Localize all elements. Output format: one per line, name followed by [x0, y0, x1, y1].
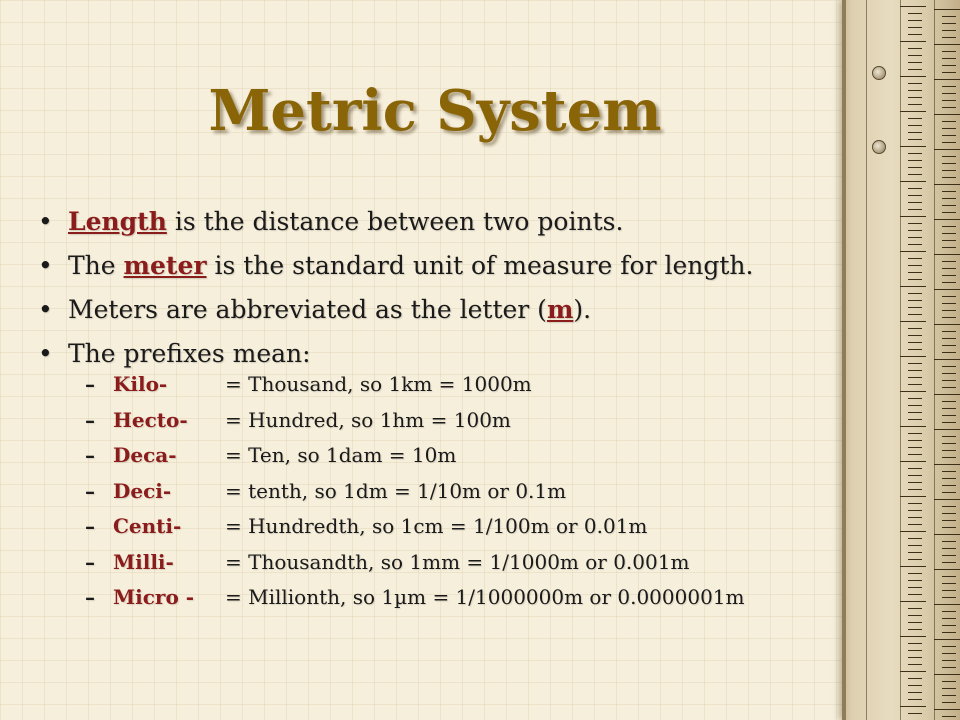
ruler-tick: [934, 429, 960, 430]
screw-icon: [872, 140, 886, 154]
bullet-abbreviation: [36, 288, 753, 332]
ruler-tick: [908, 377, 922, 378]
ruler-tick: [908, 62, 922, 63]
prefix-definition: = Hundred, so 1hm = 100m: [225, 407, 511, 432]
ruler-tick: [908, 237, 922, 238]
ruler-tick: [908, 307, 922, 308]
ruler-edge: [842, 0, 846, 720]
ruler-tick: [908, 125, 922, 126]
bullet-text: Meters are abbreviated as the letter (: [68, 295, 547, 324]
prefix-definition: = Millionth, so 1µm = 1/1000000m or 0.0000001m: [225, 585, 745, 609]
ruler-tick: [908, 643, 922, 644]
ruler-tick: [908, 580, 922, 581]
ruler-tick: [900, 636, 926, 637]
ruler-tick: [908, 468, 922, 469]
ruler-tick: [942, 387, 956, 388]
ruler-tick: [908, 412, 922, 413]
prefix-definition: = Thousand, so 1km = 1000m: [225, 372, 532, 396]
ruler-tick: [942, 37, 956, 38]
prefix-name: Hecto-: [113, 407, 188, 432]
ruler-tick: [942, 548, 956, 549]
ruler-tick: [908, 447, 922, 448]
ruler-tick: [942, 373, 956, 374]
ruler-tick: [900, 671, 926, 672]
ruler-line: [900, 0, 901, 720]
bullet-dot-icon: •: [38, 251, 53, 280]
ruler-tick: [934, 499, 960, 500]
ruler-tick: [942, 100, 956, 101]
ruler-tick: [942, 212, 956, 213]
ruler-tick: [908, 475, 922, 476]
ruler-tick: [942, 653, 956, 654]
ruler-tick: [908, 300, 922, 301]
ruler-tick: [942, 401, 956, 402]
ruler-tick: [908, 363, 922, 364]
bullet-dot-icon: •: [38, 207, 53, 236]
ruler-decoration: [842, 0, 960, 720]
ruler-tick: [900, 76, 926, 77]
ruler-tick: [942, 702, 956, 703]
dash-icon: –: [85, 514, 95, 538]
ruler-tick: [934, 44, 960, 45]
ruler-tick: [934, 289, 960, 290]
ruler-tick: [942, 576, 956, 577]
ruler-tick: [942, 555, 956, 556]
ruler-tick: [900, 531, 926, 532]
ruler-tick: [942, 660, 956, 661]
prefix-definition: = Ten, so 1dam = 10m: [225, 443, 457, 467]
ruler-tick: [908, 48, 922, 49]
ruler-tick: [942, 492, 956, 493]
ruler-tick: [942, 72, 956, 73]
ruler-tick: [908, 104, 922, 105]
ruler-tick: [900, 426, 926, 427]
ruler-tick: [942, 471, 956, 472]
ruler-tick: [942, 611, 956, 612]
ruler-tick: [942, 688, 956, 689]
ruler-tick: [942, 583, 956, 584]
ruler-tick: [900, 146, 926, 147]
ruler-tick: [942, 23, 956, 24]
ruler-tick: [908, 160, 922, 161]
ruler-tick: [908, 153, 922, 154]
ruler-tick: [908, 97, 922, 98]
ruler-tick: [908, 265, 922, 266]
ruler-tick: [942, 205, 956, 206]
ruler-tick: [942, 408, 956, 409]
ruler-tick: [908, 622, 922, 623]
ruler-tick: [908, 398, 922, 399]
ruler-tick: [942, 107, 956, 108]
ruler-tick: [942, 156, 956, 157]
ruler-tick: [900, 6, 926, 7]
ruler-tick: [900, 216, 926, 217]
ruler-tick: [908, 517, 922, 518]
ruler-tick: [942, 681, 956, 682]
ruler-tick: [908, 594, 922, 595]
ruler-tick: [942, 422, 956, 423]
ruler-tick: [908, 510, 922, 511]
ruler-tick: [942, 317, 956, 318]
ruler-tick: [934, 394, 960, 395]
ruler-tick: [908, 83, 922, 84]
ruler-tick: [908, 244, 922, 245]
ruler-tick: [908, 384, 922, 385]
ruler-tick: [942, 695, 956, 696]
ruler-tick: [942, 296, 956, 297]
ruler-tick: [908, 419, 922, 420]
ruler-tick: [942, 541, 956, 542]
ruler-tick: [942, 527, 956, 528]
ruler-tick: [908, 55, 922, 56]
ruler-tick: [908, 489, 922, 490]
ruler-tick: [908, 209, 922, 210]
bullet-length: [36, 200, 753, 244]
ruler-tick: [908, 503, 922, 504]
ruler-tick: [942, 310, 956, 311]
ruler-tick: [934, 9, 960, 10]
ruler-tick: [934, 709, 960, 710]
keyword-m: m: [546, 295, 574, 324]
keyword-length: Length: [68, 207, 167, 236]
ruler-tick: [908, 279, 922, 280]
bullet-meter: [36, 244, 753, 288]
slide-title: Metric System: [208, 78, 662, 144]
ruler-tick: [908, 524, 922, 525]
ruler-tick: [900, 461, 926, 462]
ruler-tick: [934, 79, 960, 80]
ruler-tick: [908, 657, 922, 658]
ruler-tick: [934, 219, 960, 220]
prefix-name: Deca-: [113, 443, 177, 467]
ruler-tick: [942, 51, 956, 52]
ruler-tick: [942, 303, 956, 304]
ruler-tick: [908, 223, 922, 224]
ruler-tick: [942, 562, 956, 563]
ruler-tick: [908, 615, 922, 616]
ruler-tick: [900, 181, 926, 182]
dash-icon: –: [85, 585, 95, 609]
ruler-tick: [908, 685, 922, 686]
ruler-tick: [942, 625, 956, 626]
ruler-tick: [908, 713, 922, 714]
ruler-tick: [942, 485, 956, 486]
ruler-tick: [900, 496, 926, 497]
ruler-tick: [942, 716, 956, 717]
ruler-tick: [908, 258, 922, 259]
ruler-tick: [942, 135, 956, 136]
dash-icon: –: [85, 478, 95, 503]
prefix-name: Micro -: [113, 585, 195, 609]
ruler-tick: [942, 436, 956, 437]
ruler-tick: [942, 331, 956, 332]
ruler-tick: [942, 352, 956, 353]
ruler-tick: [942, 170, 956, 171]
ruler-tick: [908, 202, 922, 203]
ruler-tick: [908, 69, 922, 70]
ruler-tick: [934, 534, 960, 535]
ruler-tick: [942, 443, 956, 444]
ruler-tick: [942, 667, 956, 668]
ruler-tick: [908, 174, 922, 175]
ruler-tick: [942, 226, 956, 227]
ruler-tick: [942, 478, 956, 479]
ruler-tick: [908, 482, 922, 483]
ruler-tick: [908, 559, 922, 560]
ruler-tick: [900, 566, 926, 567]
bullet-text: is the distance between two points.: [166, 207, 624, 236]
ruler-tick: [942, 177, 956, 178]
ruler-tick: [908, 587, 922, 588]
ruler-tick: [942, 632, 956, 633]
ruler-tick: [934, 184, 960, 185]
ruler-tick: [942, 128, 956, 129]
prefix-definition: = Hundredth, so 1cm = 1/100m or 0.01m: [225, 514, 648, 538]
bullet-list: [36, 200, 753, 376]
ruler-tick: [908, 118, 922, 119]
bullet-text: The: [68, 251, 124, 280]
ruler-tick: [908, 678, 922, 679]
ruler-tick: [908, 27, 922, 28]
ruler-tick: [900, 391, 926, 392]
dash-icon: –: [85, 549, 95, 574]
ruler-tick: [908, 139, 922, 140]
ruler-tick: [934, 149, 960, 150]
ruler-tick: [942, 618, 956, 619]
ruler-tick: [942, 345, 956, 346]
ruler-tick: [908, 552, 922, 553]
ruler-tick: [942, 240, 956, 241]
ruler-tick: [908, 545, 922, 546]
prefix-definition: = tenth, so 1dm = 1/10m or 0.1m: [225, 478, 567, 503]
ruler-tick: [908, 440, 922, 441]
ruler-tick: [942, 513, 956, 514]
ruler-tick: [942, 30, 956, 31]
ruler-tick: [934, 324, 960, 325]
bullet-dot-icon: •: [38, 295, 53, 324]
ruler-tick: [908, 692, 922, 693]
bullet-text: ).: [573, 295, 592, 324]
ruler-tick: [908, 342, 922, 343]
ruler-tick: [908, 699, 922, 700]
ruler-tick: [934, 674, 960, 675]
keyword-meter: meter: [123, 251, 207, 280]
ruler-tick: [942, 86, 956, 87]
prefix-name: Milli-: [113, 549, 174, 574]
ruler-tick: [908, 188, 922, 189]
ruler-tick: [908, 573, 922, 574]
ruler-tick: [942, 121, 956, 122]
ruler-tick: [908, 195, 922, 196]
ruler-tick: [908, 349, 922, 350]
ruler-tick: [908, 167, 922, 168]
ruler-tick: [942, 275, 956, 276]
ruler-tick: [942, 597, 956, 598]
ruler-tick: [900, 321, 926, 322]
ruler-tick: [900, 601, 926, 602]
ruler-tick: [942, 268, 956, 269]
ruler-tick: [934, 569, 960, 570]
ruler-tick: [934, 359, 960, 360]
ruler-tick: [942, 380, 956, 381]
ruler-tick: [942, 58, 956, 59]
ruler-tick: [942, 450, 956, 451]
ruler-tick: [908, 454, 922, 455]
ruler-tick: [908, 629, 922, 630]
ruler-tick: [942, 457, 956, 458]
ruler-tick: [900, 706, 926, 707]
ruler-line: [934, 0, 935, 720]
ruler-tick: [942, 366, 956, 367]
prefix-name: Kilo-: [113, 372, 168, 396]
ruler-tick: [942, 191, 956, 192]
prefix-name: Centi-: [113, 514, 182, 538]
ruler-tick: [942, 282, 956, 283]
ruler-tick: [934, 639, 960, 640]
dash-icon: –: [85, 407, 95, 432]
ruler-tick: [900, 251, 926, 252]
ruler-tick: [942, 646, 956, 647]
ruler-tick: [942, 338, 956, 339]
ruler-tick: [908, 34, 922, 35]
ruler-tick: [942, 415, 956, 416]
bullet-dot-icon: •: [38, 339, 53, 368]
ruler-tick: [900, 111, 926, 112]
ruler-tick: [942, 590, 956, 591]
prefix-definition: = Thousandth, so 1mm = 1/1000m or 0.001m: [225, 549, 690, 574]
ruler-tick: [942, 16, 956, 17]
ruler-tick: [942, 233, 956, 234]
ruler-tick: [908, 13, 922, 14]
ruler-tick: [908, 314, 922, 315]
ruler-tick: [942, 247, 956, 248]
screw-icon: [872, 66, 886, 80]
ruler-tick: [908, 370, 922, 371]
ruler-tick: [934, 604, 960, 605]
ruler-tick: [908, 293, 922, 294]
ruler-tick: [934, 114, 960, 115]
ruler-tick: [908, 433, 922, 434]
ruler-tick: [942, 163, 956, 164]
ruler-tick: [900, 41, 926, 42]
ruler-tick: [908, 132, 922, 133]
ruler-tick: [908, 405, 922, 406]
ruler-tick: [908, 538, 922, 539]
ruler-tick: [908, 230, 922, 231]
ruler-tick: [908, 335, 922, 336]
ruler-tick: [908, 20, 922, 21]
ruler-tick: [942, 142, 956, 143]
ruler-tick: [908, 328, 922, 329]
ruler-tick: [908, 272, 922, 273]
ruler-tick: [908, 650, 922, 651]
ruler-tick: [942, 520, 956, 521]
ruler-tick: [942, 506, 956, 507]
bullet-text: The prefixes mean:: [68, 339, 311, 368]
ruler-tick: [934, 464, 960, 465]
dash-icon: –: [85, 443, 95, 467]
prefix-name: Deci-: [113, 478, 172, 503]
ruler-tick: [934, 254, 960, 255]
ruler-tick: [900, 286, 926, 287]
ruler-tick: [942, 93, 956, 94]
ruler-tick: [908, 90, 922, 91]
ruler-tick: [900, 356, 926, 357]
ruler-tick: [908, 664, 922, 665]
ruler-tick: [908, 608, 922, 609]
ruler-tick: [942, 261, 956, 262]
ruler-tick: [942, 65, 956, 66]
bullet-text: is the standard unit of measure for length.: [206, 251, 754, 280]
dash-icon: –: [85, 372, 95, 396]
ruler-line: [866, 0, 867, 720]
ruler-tick: [942, 198, 956, 199]
